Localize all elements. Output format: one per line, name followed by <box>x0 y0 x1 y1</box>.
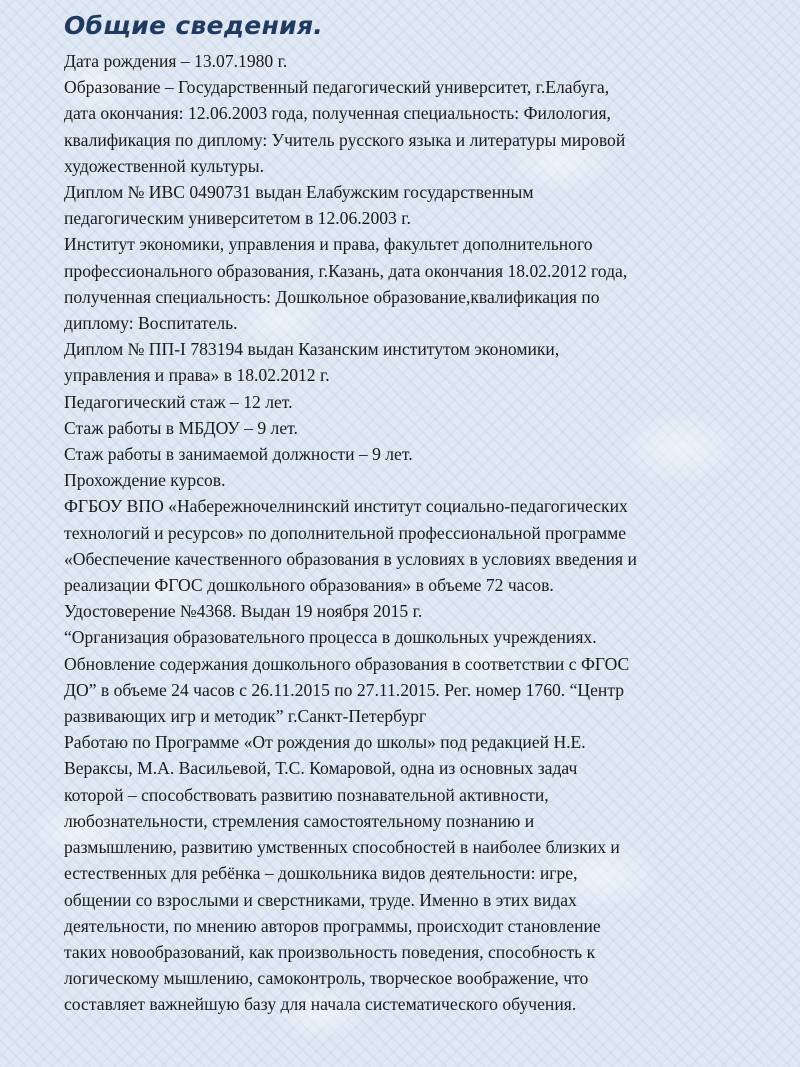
text-line: размышлению, развитию умственных способностей в наиболее близких и <box>64 837 620 858</box>
text-line: “Организация образовательного процесса в дошкольных учреждениях. <box>64 627 597 648</box>
text-line: Диплом № ИВС 0490731 выдан Елабужским государственным <box>64 182 534 203</box>
text-line: Институт экономики, управления и права, факультет дополнительного <box>64 234 593 255</box>
text-line: ДО” в объеме 24 часов с 26.11.2015 по 27.11.2015. Рег. номер 1760. “Центр <box>64 679 625 700</box>
text-line: дата окончания: 12.06.2003 года, полученная специальность: Филология, <box>64 103 611 124</box>
text-line: Прохождение курсов. <box>64 470 226 491</box>
page-title: Общие сведения. <box>64 11 324 40</box>
text-line: логическому мышлению, самоконтроль, творческое воображение, что <box>64 968 589 989</box>
text-line: художественной культуры. <box>64 155 264 176</box>
text-line: таких новообразований, как произвольность поведения, способность к <box>64 941 596 962</box>
text-line: ФГБОУ ВПО «Набережночелнинский институт социально-педагогических <box>64 496 628 517</box>
text-line: общении со взрослыми и сверстниками, труде. Именно в этих видах <box>64 889 577 910</box>
text-line: профессионального образования, г.Казань, дата окончания 18.02.2012 года, <box>64 260 628 281</box>
text-line: Стаж работы в МБДОУ – 9 лет. <box>64 417 298 438</box>
text-line: педагогическим университетом в 12.06.2003 г. <box>64 208 411 229</box>
text-line: Обновление содержания дошкольного образования в соответствии с ФГОС <box>64 653 630 674</box>
text-line: Диплом № ПП-I 783194 выдан Казанским институтом экономики, <box>64 339 560 360</box>
text-line: Дата рождения – 13.07.1980 г. <box>64 51 288 71</box>
text-line: «Обеспечение качественного образования в условиях в условиях введения и <box>64 548 637 569</box>
text-line: Работаю по Программе «От рождения до школы» под редакцией Н.Е. <box>64 732 586 753</box>
text-line: деятельности, по мнению авторов программы, происходит становление <box>64 915 601 936</box>
text-line: Образование – Государственный педагогический университет, г.Елабуга, <box>64 77 610 98</box>
document-body <box>64 48 780 1018</box>
text-line: составляет важнейшую базу для начала систематического обучения. <box>64 994 577 1015</box>
text-line: развивающих игр и методик” г.Санкт-Петербург <box>64 706 427 727</box>
text-line: полученная специальность: Дошкольное образование,квалификация по <box>64 286 600 307</box>
text-line: которой – способствовать развитию познавательной активности, <box>64 784 549 805</box>
text-line: любознательности, стремления самостоятельному познанию и <box>64 810 535 831</box>
text-line: Стаж работы в занимаемой должности – 9 лет. <box>64 444 413 465</box>
text-line: технологий и ресурсов» по дополнительной профессиональной программе <box>64 522 627 543</box>
text-line: Веракcы, М.А. Васильевой, Т.С. Комаровой, одна из основных задач <box>64 758 578 779</box>
text-line: Удостоверение №4368. Выдан 19 ноября 2015 г. <box>64 601 423 622</box>
text-line: Педагогический стаж – 12 лет. <box>64 391 293 412</box>
text-line: квалификация по диплому: Учитель русского языка и литературы мировой <box>64 129 626 150</box>
document-page <box>64 8 780 1018</box>
text-line: диплому: Воспитатель. <box>64 313 238 334</box>
text-line: управления и права» в 18.02.2012 г. <box>64 365 330 386</box>
text-line: реализации ФГОС дошкольного образования» в объеме 72 часов. <box>64 575 554 596</box>
text-line: естественных для ребёнка – дошкольника видов деятельности: игре, <box>64 863 578 884</box>
